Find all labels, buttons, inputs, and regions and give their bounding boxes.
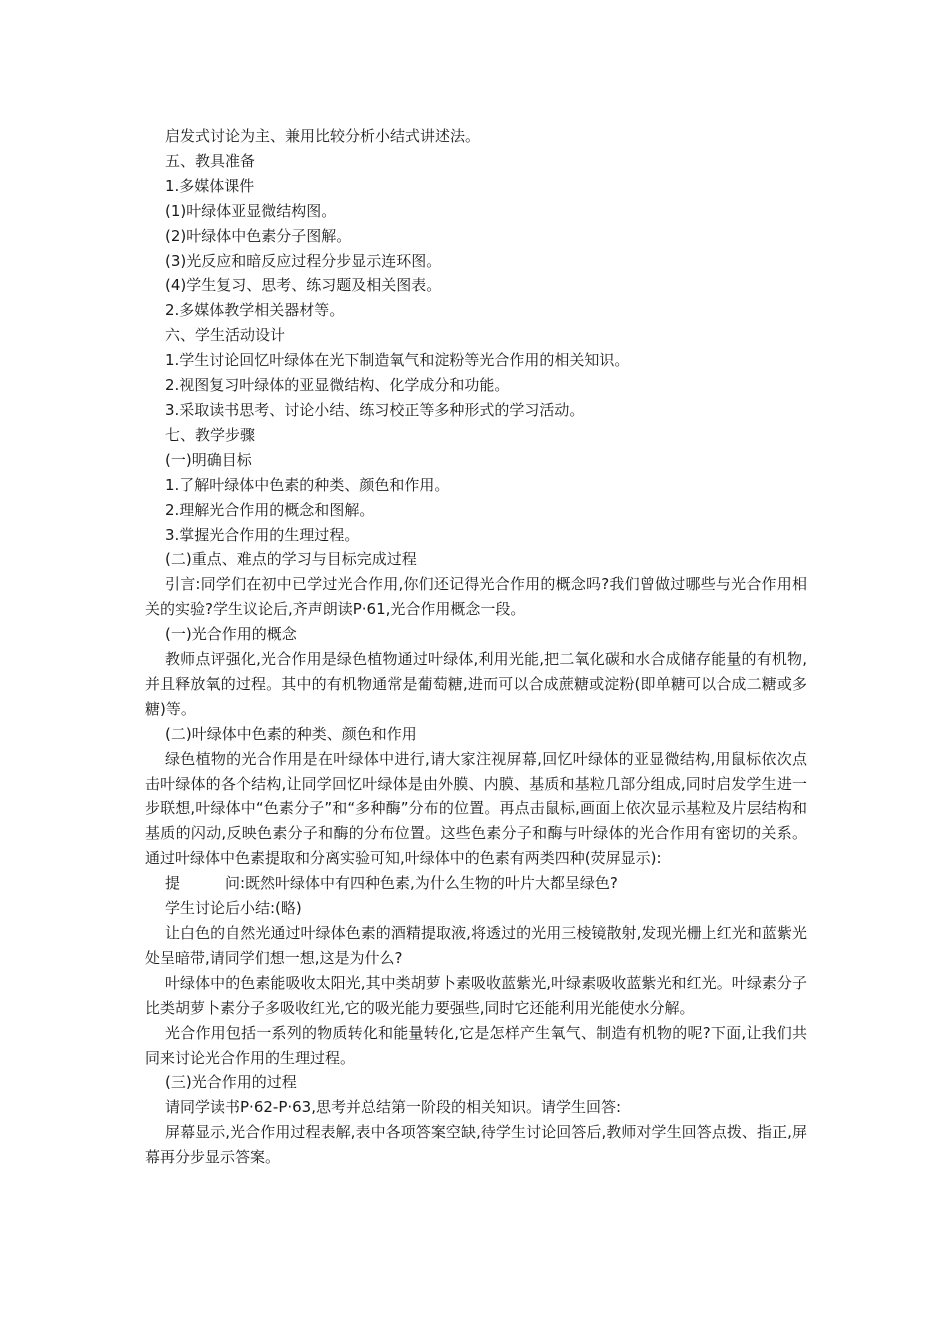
document-body bbox=[145, 124, 807, 1170]
list-item: (1)叶绿体亚显微结构图。 bbox=[165, 201, 337, 220]
paragraph: 启发式讨论为主、兼用比较分析小结式讲述法。 bbox=[165, 127, 481, 145]
subsection-heading: (二)叶绿体中色素的种类、颜色和作用 bbox=[165, 724, 417, 743]
paragraph: 光合作用包括一系列的物质转化和能量转化,它是怎样产生氧气、制造有机物的呢?下面,让我们共同来讨论光合作用的生理过程。 bbox=[145, 1023, 807, 1067]
paragraph: 让白色的自然光通过叶绿体色素的酒精提取液,将透过的光用三棱镜散射,发现光栅上红光和蓝紫光处呈暗带,请同学们想一想,这是为什么? bbox=[145, 924, 807, 967]
question: 提 问:既然叶绿体中有四种色素,为什么生物的叶片大都呈绿色? bbox=[165, 874, 618, 893]
list-item: 1.学生讨论回忆叶绿体在光下制造氧气和淀粉等光合作用的相关知识。 bbox=[165, 351, 630, 370]
list-item: 1.了解叶绿体中色素的种类、颜色和作用。 bbox=[165, 475, 450, 494]
paragraph: 请同学读书P·62-P·63,思考并总结第一阶段的相关知识。请学生回答: bbox=[165, 1098, 622, 1117]
subsection-heading: (二)重点、难点的学习与目标完成过程 bbox=[165, 550, 417, 569]
list-item: 1.多媒体课件 bbox=[165, 176, 255, 195]
subsection-heading: (一)明确目标 bbox=[165, 450, 252, 469]
subsection-heading: (三)光合作用的过程 bbox=[165, 1073, 297, 1092]
paragraph: 教师点评强化,光合作用是绿色植物通过叶绿体,利用光能,把二氧化碳和水合成储存能量的有机物,并且释放氧的过程。其中的有机物通常是葡萄糖,进而可以合成蔗糖或淀粉(即单糖可以合成二糖或多糖)等。 bbox=[145, 650, 807, 718]
paragraph: 引言:同学们在初中已学过光合作用,你们还记得光合作用的概念吗?我们曾做过哪些与光合作用相关的实验?学生议论后,齐声朗读P·61,光合作用概念一段。 bbox=[145, 575, 807, 619]
list-item: 3.掌握光合作用的生理过程。 bbox=[165, 525, 360, 544]
paragraph: 绿色植物的光合作用是在叶绿体中进行,请大家注视屏幕,回忆叶绿体的亚显微结构,用鼠标依次点击叶绿体的各个结构,让同学回忆叶绿体是由外膜、内膜、基质和基粒几部分组成,同时启发学生进一步联想,叶绿体中“色素分子”和“多种酶”分布的位置。再点击鼠标,画面上依次显示基粒及片层结构和基质的闪动,反映色素分子和酶的分布位置。这些色素分子和酶与叶绿体的光合作用有密切的关系。通过叶绿体中色素提取和分离实验可知,叶绿体中的色素有两类四种(荧屏显示): bbox=[145, 749, 807, 868]
section-heading: 六、学生活动设计 bbox=[165, 326, 286, 345]
section-heading: 七、教学步骤 bbox=[165, 425, 256, 444]
list-item: 3.采取读书思考、讨论小结、练习校正等多种形式的学习活动。 bbox=[165, 400, 585, 419]
list-item: 2.视图复习叶绿体的亚显微结构、化学成分和功能。 bbox=[165, 376, 510, 395]
list-item: (3)光反应和暗反应过程分步显示连环图。 bbox=[165, 251, 442, 270]
paragraph: 屏幕显示,光合作用过程表解,表中各项答案空缺,待学生讨论回答后,教师对学生回答点拨、指正,屏幕再分步显示答案。 bbox=[145, 1123, 807, 1167]
section-heading: 五、教具准备 bbox=[165, 151, 256, 170]
list-item: 2.多媒体教学相关器材等。 bbox=[165, 301, 345, 320]
list-item: (4)学生复习、思考、练习题及相关图表。 bbox=[165, 276, 442, 295]
paragraph: 叶绿体中的色素能吸收太阳光,其中类胡萝卜素吸收蓝紫光,叶绿素吸收蓝紫光和红光。叶绿素分子比类胡萝卜素分子多吸收红光,它的吸光能力要强些,同时它还能利用光能使水分解。 bbox=[145, 973, 807, 1017]
subsection-heading: (一)光合作用的概念 bbox=[165, 625, 297, 644]
paragraph: 学生讨论后小结:(略) bbox=[165, 899, 302, 918]
list-item: 2.理解光合作用的概念和图解。 bbox=[165, 500, 375, 519]
list-item: (2)叶绿体中色素分子图解。 bbox=[165, 226, 352, 245]
